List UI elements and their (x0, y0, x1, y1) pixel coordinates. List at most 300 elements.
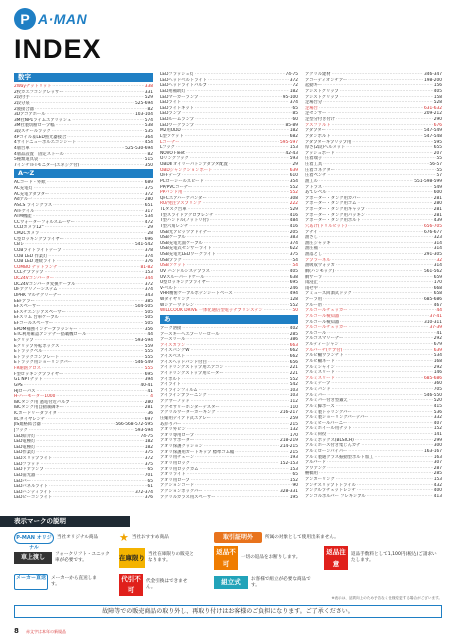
entry-page: 593-594 (135, 337, 153, 343)
entry-name: ASCS ライングラス (14, 202, 53, 208)
entry-page: 535 (144, 129, 153, 134)
entry-name: LEDライトキット (160, 105, 194, 111)
entry-name: Eトラックベル (14, 349, 43, 355)
entry-name: アルビ輸ネード (305, 358, 335, 364)
entry-page: 198-200 (424, 77, 442, 83)
entry-name: 3M社NP1ライムエアリッシュ (14, 117, 72, 123)
entry-page: 152-153 (280, 460, 298, 466)
entry-page: 343 (144, 292, 153, 298)
entry-name: アルコール (305, 330, 327, 336)
entry-name: アルミビールパーニー (305, 420, 348, 426)
legend-item-recommended (119, 532, 169, 544)
entry-page: 546-550 (424, 392, 442, 398)
entry-page: 385 (144, 298, 153, 304)
legend-item-no-return (214, 546, 314, 570)
entry-name: CCウォーターフォルスムーザー (14, 219, 75, 225)
entry-page: 600 (433, 190, 442, 196)
entry-page: 547-548 (424, 133, 442, 139)
entry-page: 638 (289, 274, 298, 280)
entry-name: LED電極灯 (14, 439, 36, 445)
entry-name: アシストグリップ (305, 88, 339, 94)
entry-page: 555 (144, 366, 153, 371)
entry-name: EFゴールスペーサー (14, 321, 54, 326)
entry-page: 555 (144, 349, 153, 355)
section-header: 数字 (14, 73, 153, 82)
entry-name: アイスカラン (160, 342, 186, 348)
entry-name: アルバード (305, 460, 327, 466)
entry-page: 504-505 (135, 304, 153, 310)
entry-page: 394 (144, 377, 153, 383)
entry-page: 559 (144, 343, 153, 349)
entry-name: アイスヘッドバンド付白 (160, 359, 207, 365)
entry-name: LED電極灯 (14, 444, 36, 450)
entry-page: 170 (289, 432, 298, 438)
entry-name: アルミ脚ポーズ (305, 403, 335, 409)
entry-page: 701 (144, 472, 153, 478)
entry-name: アポーター・タンク用ゴム (305, 201, 357, 207)
notice-box: 故障等での販売商品の取り外し、再取り付けはお客様のご負担になります。ご了承ください。 (14, 605, 442, 618)
entry-page: 676-677 (424, 229, 442, 235)
legend-text: 代金引換はできません。 (146, 579, 188, 590)
entry-page: 595-597 (280, 139, 298, 145)
entry-page: 205 (289, 229, 298, 235)
entry-name: 油落とし (305, 252, 323, 257)
entry-name: 2枚カエフコングレッサー (14, 89, 64, 95)
entry-page: 375 (289, 252, 298, 257)
entry-name: PPバンド用 (160, 190, 183, 196)
entry-page: 364 (144, 134, 153, 140)
entry-name: アダンボルト (305, 133, 331, 139)
legend-text: 返品手数料として1,100円(税込)ご請求いたします。 (351, 552, 437, 563)
entry-page: 55 (436, 156, 442, 162)
index-entry (305, 494, 442, 500)
entry-page: 338 (144, 84, 153, 89)
entry-name: ACコード・外紙 (14, 180, 46, 186)
entry-page: 407 (433, 420, 442, 426)
entry-name: LEDフラッド (14, 461, 40, 467)
entry-page: 574 (144, 117, 153, 123)
legend-item-no-proof (214, 532, 339, 543)
entry-name: 3Dアゴアホール (14, 112, 46, 118)
entry-page: 416 (289, 223, 298, 229)
entry-page: 402 (289, 325, 298, 331)
entry-name: アルコールチェッカー (305, 308, 348, 314)
entry-page: 281 (144, 405, 153, 411)
entry-name: LED前光器 (14, 472, 36, 478)
legend-item-direct-ship (14, 574, 114, 590)
entry-name: LED作業灯 (14, 450, 36, 456)
entry-page: 374 (289, 240, 298, 246)
entry-name: DPHK マルチクリーナー (14, 292, 62, 298)
entry-name: LEDマーカーランプ (160, 94, 199, 100)
entry-page: 413 (433, 493, 442, 499)
entry-name: OBDジャンクションポート (160, 167, 213, 173)
entry-page: 552 (289, 190, 298, 196)
entry-name: アオリ用ロープ (160, 477, 190, 483)
entry-page: 44 (436, 308, 442, 314)
entry-name: USB充電光面ケーブル (160, 240, 203, 246)
entry-name: LEDルームランプ (160, 117, 195, 122)
no-proof-mark-icon: 取引証明外 (214, 532, 262, 543)
entry-name: アルミバンド (305, 387, 331, 392)
entry-page: 207 (433, 150, 442, 156)
entry-page: 153 (289, 466, 298, 472)
entry-page: 520 (433, 398, 442, 404)
entry-page: 378 (144, 247, 153, 253)
entry-name: LEDハンディライト (14, 489, 53, 495)
entry-name: LEDスリップライト (14, 456, 53, 461)
legend-area (14, 530, 442, 604)
entry-page: 685-686 (424, 375, 442, 381)
entry-name: アオリ専用ロープ (160, 432, 195, 438)
entry-page: 328-331 (280, 489, 298, 494)
leader-dots (217, 495, 289, 501)
entry-page: 595 (433, 139, 442, 145)
entry-page: 416 (289, 212, 298, 218)
entry-name: 4Pコイル＆LED照光器接合 (14, 134, 67, 140)
legend-item-assembly (214, 576, 324, 589)
index-entry (14, 495, 153, 501)
entry-name: アルミボックス(BLSICH) (305, 437, 354, 443)
entry-page: 685-686 (424, 297, 442, 302)
entry-name: アーラ用 (305, 297, 323, 302)
entry-page: 216-217 (280, 410, 298, 416)
entry-page: 415 (433, 403, 442, 409)
entry-name: LEDピーコンライト (14, 495, 53, 501)
entry-page: 37-39 (429, 325, 442, 331)
entry-page: 454 (144, 140, 153, 146)
entry-name: LEDライト (160, 100, 182, 106)
entry-name: U型ロッキングプライヤー (160, 280, 211, 286)
entry-page: 696 (144, 236, 153, 242)
entry-page: 4 (150, 394, 153, 400)
entry-page: 668 (433, 285, 442, 291)
entry-name: アルゴスマリーナー (305, 336, 344, 342)
entry-name: L型ソケット (160, 133, 184, 139)
entry-name: 2液接合器 (14, 106, 34, 112)
return-caution-mark-icon: 返品注意 (324, 546, 348, 570)
entry-name: 圧着ペンチ (305, 173, 327, 179)
entry-name: 足センサー (305, 111, 327, 117)
entry-name: Eトラックコンプレート (14, 354, 60, 360)
entry-page: 467 (433, 302, 442, 308)
entry-name: Eクリップ外転ボックス (14, 343, 60, 349)
section-header: A〜Z (14, 169, 153, 178)
entry-name: VHR精密ケーブルボテンシートベース (160, 291, 233, 297)
legend-item-original (14, 532, 99, 551)
entry-name: USB光アピッツアドイナー (160, 229, 212, 235)
index-entry (160, 495, 298, 501)
entry-name: アオリライト (160, 472, 186, 478)
entry-name: アトラス (305, 184, 323, 190)
legend-text: 当社おすすめ商品 (131, 535, 169, 540)
entry-name: アルミ製トゥリングバー (305, 409, 352, 415)
entry-name: COMBO ナットランナ (14, 264, 58, 270)
legend-text: フォークリフト・ユニック車が必要です。 (55, 552, 110, 563)
entry-page: 542 (289, 382, 298, 388)
entry-page: 505 (144, 321, 153, 326)
entry-name: アイラインフィルム (160, 387, 198, 393)
entry-page: 622 (289, 246, 298, 252)
entry-page: 90 (292, 483, 298, 489)
entry-page: 95-100 (282, 94, 298, 100)
entry-name: アースキーヘエプーリーロール (160, 331, 220, 337)
entry-name: JIS規格結合器 (14, 422, 41, 428)
index-column-2 (160, 72, 298, 500)
entry-name: アダプターキプリップ用 (305, 139, 352, 145)
entry-page: 292 (433, 364, 442, 370)
entry-name: CCDカメラ12° (14, 225, 44, 231)
entry-name: アルー帯 (305, 302, 323, 308)
entry-page: 74-75 (140, 433, 153, 439)
entry-name: 厚さ(2段)ヘルメット (305, 145, 346, 151)
entry-page: 152 (289, 477, 298, 483)
entry-page: 658 (433, 291, 442, 297)
entry-page: 195 (289, 494, 298, 500)
entry-page: 65 (147, 467, 153, 473)
entry-page: 541-542 (135, 242, 153, 248)
entry-name: LED紹介灯 (14, 433, 36, 439)
entry-page: 376 (144, 259, 153, 265)
entry-page: 152 (433, 426, 442, 432)
entry-name: 圧着工具 (305, 162, 323, 167)
entry-name: G1 NPTナット (14, 377, 43, 383)
entry-page: 132 (289, 427, 298, 433)
no-cod-mark-icon: 代引不可 (119, 574, 143, 596)
entry-page: 221 (289, 370, 298, 376)
entry-name: AC充電灯 (14, 186, 33, 191)
entry-name: アーク溶接 (160, 325, 182, 331)
legend-text: 所属の対象として使用出来ません。 (265, 534, 339, 540)
entry-page: 432 (433, 482, 442, 488)
entry-name: GPS (14, 382, 23, 388)
entry-name: アッシュボード (305, 150, 335, 156)
entry-name: 3M社製切断ロープ幅 (14, 123, 55, 129)
entry-page: 344 (144, 276, 153, 281)
entry-page: 472 (144, 219, 153, 225)
entry-name: T型スライドアクロブレンチ (160, 212, 214, 218)
legend-title: 表示マークの説明 (0, 516, 130, 527)
entry-name: アルミテープ (305, 381, 331, 387)
entry-name: Oリングフック (160, 156, 189, 162)
entry-page: 697 (144, 416, 153, 422)
entry-name: LEDフラッシュ灯 (160, 72, 195, 77)
entry-name: アルミ荷役 (305, 432, 327, 437)
entry-page: 65 (147, 478, 153, 484)
legend-text: 当社在庫限りの販売となります。 (148, 552, 194, 563)
entry-name: アスファルト (305, 122, 331, 128)
entry-page: 41 (436, 330, 442, 336)
entry-name: EEFアラー (14, 298, 35, 304)
entry-name: あてレベル (305, 190, 327, 196)
entry-name: COB LED 連続ライト (14, 259, 56, 265)
entry-name: 圧縮用デイアド式エアレー (160, 415, 211, 421)
entry-page: 141 (433, 432, 442, 437)
entry-name: DC24Vコンバータ変換ケーブル (14, 281, 76, 287)
entry-page: 515 (144, 157, 153, 163)
entry-name: Eクリップ (14, 337, 34, 343)
entry-name: 3段スチールラック (14, 129, 51, 134)
entry-page: 323 (433, 235, 442, 241)
entry-name: アルミシャイン (305, 364, 335, 370)
entry-name: アイボルト (160, 376, 182, 382)
legend-text: 当社オリジナル商品 (57, 535, 99, 540)
entry-page: 215 (289, 421, 298, 427)
entry-name: アポーター・タンク用キャップ (305, 207, 366, 212)
entry-page: 214-215 (280, 444, 298, 449)
entry-page: 103 (289, 387, 298, 393)
entry-page: 400 (433, 488, 442, 494)
entry-page: 610 (289, 173, 298, 179)
entry-page: 259 (289, 415, 298, 421)
entry-name: アオリ保護クッション (160, 444, 203, 449)
entry-page: 662 (289, 348, 298, 354)
entry-name: アクリルガラス用スペーサー (160, 494, 216, 500)
entry-page: 163 (433, 454, 442, 460)
stock-limited-mark-icon: 在庫限り (119, 548, 145, 568)
legend-text: お客様で組立が必要な商品です。 (251, 576, 311, 588)
entry-name: アルミバー (305, 392, 327, 398)
entry-page: 54 (292, 257, 298, 263)
entry-page: 372 (289, 77, 298, 83)
entry-name: EFスチエンジアスペーサー (14, 309, 66, 315)
entry-page: 538 (144, 123, 153, 129)
entry-name: Eトラック用ショーリングバー (14, 360, 73, 366)
entry-name: ATFゲイル (14, 208, 35, 214)
entry-page: 372 (144, 281, 153, 287)
entry-page: 372-374 (135, 489, 153, 495)
entry-name: アオリ用チェーン (160, 455, 195, 461)
no-return-mark-icon: 返品不可 (214, 546, 238, 570)
entry-name: 穴あけ(ドリルビット) (305, 223, 347, 229)
leader-dots (53, 495, 144, 501)
entry-name: EPDM補強インナーブラッシャー (14, 326, 78, 332)
entry-page: 332 (433, 415, 442, 421)
entry-name: NOVO Fleet (160, 150, 185, 156)
legend-text: メーカーから直送します。 (51, 576, 97, 587)
entry-page: 525-694 (135, 100, 153, 106)
entry-page: 639 (433, 347, 442, 353)
entry-page: 528 (433, 100, 442, 106)
entry-name: アクリル建材 (305, 72, 331, 77)
entry-name: 雨浸止 (305, 280, 318, 286)
index-entry (14, 163, 153, 169)
entry-name: アイドリングストップ用エアコン (160, 365, 224, 371)
entry-page: 82 (147, 151, 153, 157)
entry-page: 292 (433, 336, 442, 342)
entry-name: USBケーブル (160, 235, 186, 241)
entry-name: USBプラグ (160, 257, 182, 263)
entry-name: Lフック (160, 145, 175, 151)
entry-page: 85 (292, 111, 298, 117)
entry-name: アダプター (305, 128, 326, 134)
entry-name: 5種類道具袋 (14, 157, 39, 163)
entry-name: 4層台車 (14, 145, 30, 151)
entry-name: FR耐熱グロス (14, 366, 41, 371)
entry-name: アワアンク (305, 465, 327, 471)
entry-page: 308 (289, 195, 298, 201)
entry-page: 505 (144, 315, 153, 321)
entry-name: アルティージャン (305, 342, 339, 347)
entry-name: 油さし (305, 235, 318, 241)
entry-name: CBレ (14, 242, 25, 248)
entry-page: 103-104 (135, 112, 153, 118)
entry-page: 552 (289, 376, 298, 382)
entry-page: 372 (144, 456, 153, 461)
entry-name: V-ベルト (160, 285, 178, 291)
entry-name: COBライトライトテープ (14, 247, 62, 253)
entry-name: IBCタンク用 過電付近バルブ (14, 399, 70, 405)
entry-name: アクションコード (160, 483, 195, 489)
legend-item-no-cod (119, 574, 209, 596)
entry-name: OFFテープ (160, 173, 182, 179)
legend-item-truck-delivery (14, 552, 114, 564)
logo-text: A·MAN (38, 11, 88, 27)
entry-page: 655 (433, 145, 442, 151)
entry-name: LEDランプ (160, 111, 182, 117)
entry-name: 雨せや (305, 285, 318, 291)
entry-page: 61 (147, 484, 153, 490)
entry-page: 146 (433, 370, 442, 376)
entry-page: 695 (289, 280, 298, 286)
entry-name: アクションボックバー (160, 489, 203, 494)
entry-name: アルミスリード (305, 370, 335, 376)
entry-name: アルミバー付き型鍛え (305, 398, 348, 404)
entry-name: Wダイヤリング (160, 297, 190, 302)
entry-page: 36 (147, 411, 153, 416)
entry-name: EFスリム 台車ケーブル (14, 315, 59, 321)
entry-name: アングルラチェットレンチ (305, 488, 356, 494)
entry-page: 290 (433, 117, 442, 122)
entry-page: 656-705 (424, 223, 442, 229)
entry-name: LEDパネルライト (14, 484, 49, 490)
entry-page: 65 (292, 472, 298, 478)
entry-page: 85-89 (285, 122, 298, 128)
entry-page: 170 (433, 280, 442, 286)
entry-name: アオリサポーター (160, 438, 195, 444)
entry-page: 280 (433, 201, 442, 207)
entry-name: M2用ODD (160, 128, 181, 134)
entry-page: 82 (147, 106, 153, 112)
entry-page: 663 (289, 342, 298, 348)
entry-name: USB充電光LEDワークライト (160, 252, 216, 257)
entry-name: ICカードリーダライタ (14, 411, 57, 416)
entry-name: 梱橋用 (305, 471, 318, 477)
entry-name: 4サイドニューボルエコンシート (14, 140, 77, 146)
entry-name: UVスルーパードケール (160, 274, 205, 280)
entry-page: 376 (144, 495, 153, 501)
entry-name: 4層品設置 固定ストール (14, 151, 64, 157)
entry-page: 153 (144, 270, 153, 276)
entry-name: アイラインブラーニング (160, 393, 207, 399)
entry-page: 74-75 (285, 72, 298, 77)
entry-name: 圧着端子 (305, 156, 323, 162)
entry-page: 439 (433, 218, 442, 224)
leader-dots (80, 163, 144, 169)
entry-name: 圧着コネクター (305, 167, 335, 173)
entry-name: アルコール検知器 (305, 319, 340, 325)
entry-page: 546-549 (135, 360, 153, 366)
entry-name: H-ハーモーター1000 (14, 394, 56, 400)
entry-page: 221 (289, 365, 298, 371)
entry-name: T型ハンドル(ノットリ付) (160, 218, 209, 224)
entry-name: アルピ輸ウランチト (305, 353, 344, 359)
entry-name: DC24Vコンバーター (14, 276, 55, 281)
entry-page: 346-347 (424, 72, 442, 77)
entry-page: 280 (144, 197, 153, 203)
entry-name: OBDⅡ オイリーパトンアダプタ配置 (160, 162, 228, 167)
entry-name: アオリ保護用ガートキップ 標準ゴム幅 (160, 449, 235, 455)
